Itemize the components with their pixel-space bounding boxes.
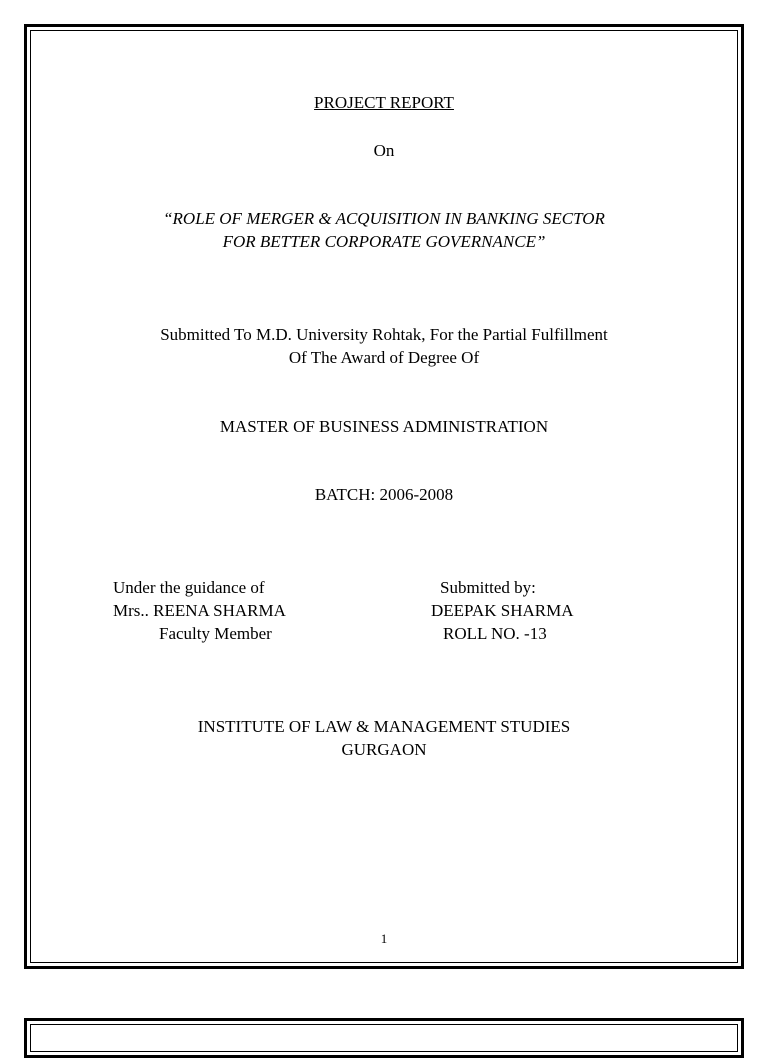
submission-line-2: Of The Award of Degree Of	[288, 348, 480, 367]
guide-name: Mrs.. REENA SHARMA	[113, 601, 286, 620]
topic-line-2: FOR BETTER CORPORATE GOVERNANCE”	[222, 232, 546, 251]
page-number: 1	[380, 931, 388, 946]
on-label: On	[373, 141, 395, 160]
submission-line-1: Submitted To M.D. University Rohtak, For the Partial Fulfillment	[160, 325, 608, 344]
next-page-border-inner	[30, 1024, 738, 1052]
guidance-label: Under the guidance of	[113, 578, 265, 597]
next-page-border	[24, 1018, 744, 1058]
degree-title: MASTER OF BUSINESS ADMINISTRATION	[219, 417, 549, 436]
guide-role: Faculty Member	[159, 624, 272, 643]
institute-name: INSTITUTE OF LAW & MANAGEMENT STUDIES	[197, 717, 571, 736]
batch-label: BATCH: 2006-2008	[314, 485, 454, 504]
institute-city: GURGAON	[341, 740, 427, 759]
topic-line-1: “ROLE OF MERGER & ACQUISITION IN BANKING SECTOR	[163, 209, 605, 228]
submitted-by-label: Submitted by:	[440, 578, 536, 597]
roll-number: ROLL NO. -13	[443, 624, 547, 643]
student-name: DEEPAK SHARMA	[431, 601, 574, 620]
report-heading: PROJECT REPORT	[314, 93, 454, 112]
